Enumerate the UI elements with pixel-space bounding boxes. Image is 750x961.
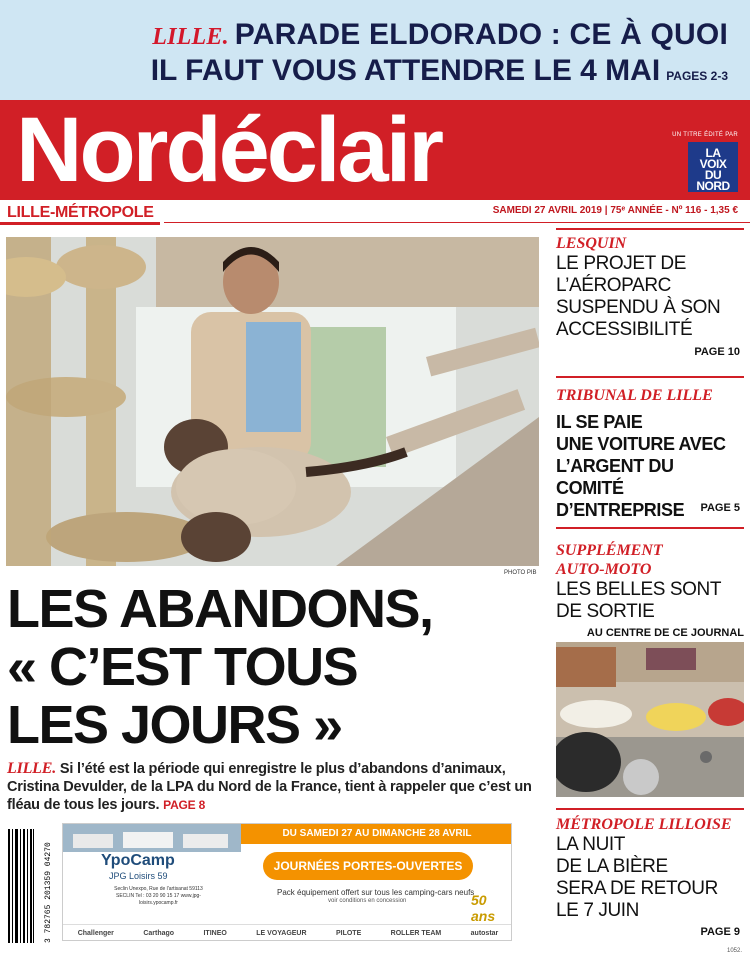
- sidebar-rule: [556, 228, 744, 230]
- ad-company-name: YpoCamp: [101, 852, 175, 869]
- edition-bar: [0, 200, 750, 224]
- teaser-text-1: PARADE ELDORADO : CE À QUOI: [234, 18, 728, 51]
- teaser-kicker: LILLE.: [152, 24, 229, 50]
- ad-address: Seclin Unexpo, Rue de l'artisanat 59113 SECLIN Tel : 03 20 90 15 17 www.jpg-loisirs.ypocamp.fr: [114, 886, 203, 906]
- masthead: [0, 100, 750, 200]
- barcode: [6, 825, 58, 947]
- story-kicker: LESQUIN: [556, 235, 627, 252]
- photo-credit: PHOTO PIB: [504, 570, 537, 576]
- ad-brand: Carthago: [143, 930, 175, 937]
- ad-brand-strip: [63, 924, 512, 941]
- edition-rule: [0, 222, 160, 225]
- sidebar-story-1[interactable]: [556, 234, 744, 364]
- partner-logo[interactable]: LA VOIX DU NORD: [688, 142, 738, 192]
- story-title-line: DE SORTIE: [556, 601, 655, 622]
- story-kicker: MÉTROPOLE LILLOISE: [556, 816, 732, 833]
- teaser-line-1: [152, 18, 728, 52]
- ad-brand: ROLLER TEAM: [390, 930, 442, 937]
- story-kicker: SUPPLÉMENT: [556, 542, 663, 559]
- ad-campers-image: [63, 824, 241, 852]
- ad-anniversary-badge: 50 ans: [471, 892, 496, 924]
- sidebar-rule: [556, 808, 744, 810]
- story-page-ref[interactable]: PAGE 9: [700, 926, 740, 938]
- edition-name: LILLE-MÉTROPOLE: [7, 204, 154, 221]
- edition-rule-thin: [164, 222, 750, 223]
- story-title-line: UNE VOITURE AVEC: [556, 434, 726, 454]
- cat-shelter-photo: [6, 237, 539, 566]
- ad-dates: DU SAMEDI 27 AU DIMANCHE 28 AVRIL: [241, 824, 512, 844]
- story-title-line: L’ARGENT DU COMITÉ: [556, 456, 674, 498]
- ad-brand: Challenger: [77, 930, 114, 937]
- story-title-line: SUSPENDU À SON: [556, 297, 721, 318]
- sidebar-rule: [556, 376, 744, 378]
- sidebar-rule: [556, 527, 744, 529]
- story-kicker: TRIBUNAL DE LILLE: [556, 387, 713, 404]
- story-title-line: LE 7 JUIN: [556, 900, 639, 921]
- ad-brand: LE VOYAGEUR: [256, 930, 307, 937]
- lead-text: Si l’été est la période qui enregistre le plus d’abandons d’animaux, Cristina Devulder, de la LPA du Nord de la France, tient à rappeler que c’est un fléau de tous les jours.: [7, 761, 532, 813]
- headline-line-2: « C’EST TOUS: [7, 637, 358, 697]
- sidebar-story-3[interactable]: [556, 541, 744, 641]
- dateline: SAMEDI 27 AVRIL 2019 | 75ᵉ ANNÉE - Nº 116 - 1,35 €: [492, 205, 738, 216]
- footer-code: 1052.: [726, 948, 742, 954]
- ad-brand: autostar: [470, 930, 499, 937]
- ad-open-days-banner: JOURNÉES PORTES-OUVERTES: [263, 852, 473, 880]
- story-title-line: LA NUIT: [556, 834, 625, 855]
- lead-page-ref[interactable]: PAGE 8: [163, 798, 206, 812]
- ad-brand-panel: [63, 824, 241, 924]
- story-title-line: SERA DE RETOUR: [556, 878, 718, 899]
- story-title-line: LES BELLES SONT: [556, 579, 722, 600]
- ad-conditions: voir conditions en concession: [328, 898, 407, 904]
- teaser-line-2: [151, 54, 728, 88]
- story-page-ref[interactable]: AU CENTRE DE CE JOURNAL: [586, 627, 744, 639]
- teaser-pages: PAGES 2-3: [666, 69, 728, 83]
- main-headline[interactable]: [7, 580, 433, 754]
- headline-line-1: LES ABANDONS,: [7, 579, 433, 639]
- lead-paragraph: [7, 760, 542, 814]
- story-title-line: IL SE PAIE: [556, 412, 643, 432]
- top-teaser-banner[interactable]: [0, 0, 750, 100]
- story-title-line: LE PROJET DE: [556, 253, 686, 274]
- barcode-number: 3 782765 201359 04270: [44, 842, 53, 943]
- edited-by-label: UN TITRE ÉDITÉ PAR: [672, 132, 738, 138]
- ad-company-sub: JPG Loisirs 59: [109, 871, 168, 881]
- story-page-ref[interactable]: PAGE 5: [700, 502, 740, 514]
- headline-line-3: LES JOURS »: [7, 695, 342, 755]
- classic-cars-photo[interactable]: [556, 642, 744, 797]
- story-title-line: ACCESSIBILITÉ: [556, 319, 693, 340]
- story-title-line: D’ENTREPRISE: [556, 500, 685, 520]
- advertisement[interactable]: [62, 823, 512, 941]
- ad-brand: PILOTE: [335, 930, 362, 937]
- story-title-line: DE LA BIÈRE: [556, 856, 668, 877]
- sidebar-story-4[interactable]: [556, 815, 744, 945]
- story-kicker: AUTO-MOTO: [556, 561, 652, 578]
- story-title-line: L’AÉROPARC: [556, 275, 671, 296]
- lead-kicker: LILLE.: [7, 760, 57, 777]
- sidebar-story-2[interactable]: [556, 386, 744, 520]
- main-photo[interactable]: [6, 237, 539, 566]
- ad-offer: Pack équipement offert sur tous les camping-cars neufs: [277, 888, 475, 897]
- classic-cars-image: [556, 642, 744, 797]
- ad-brand: ITINEO: [203, 930, 227, 937]
- teaser-text-2: IL FAUT VOUS ATTENDRE LE 4 MAI: [150, 54, 661, 87]
- story-page-ref[interactable]: PAGE 10: [694, 346, 740, 358]
- newspaper-logo[interactable]: Nordéclair: [16, 99, 442, 201]
